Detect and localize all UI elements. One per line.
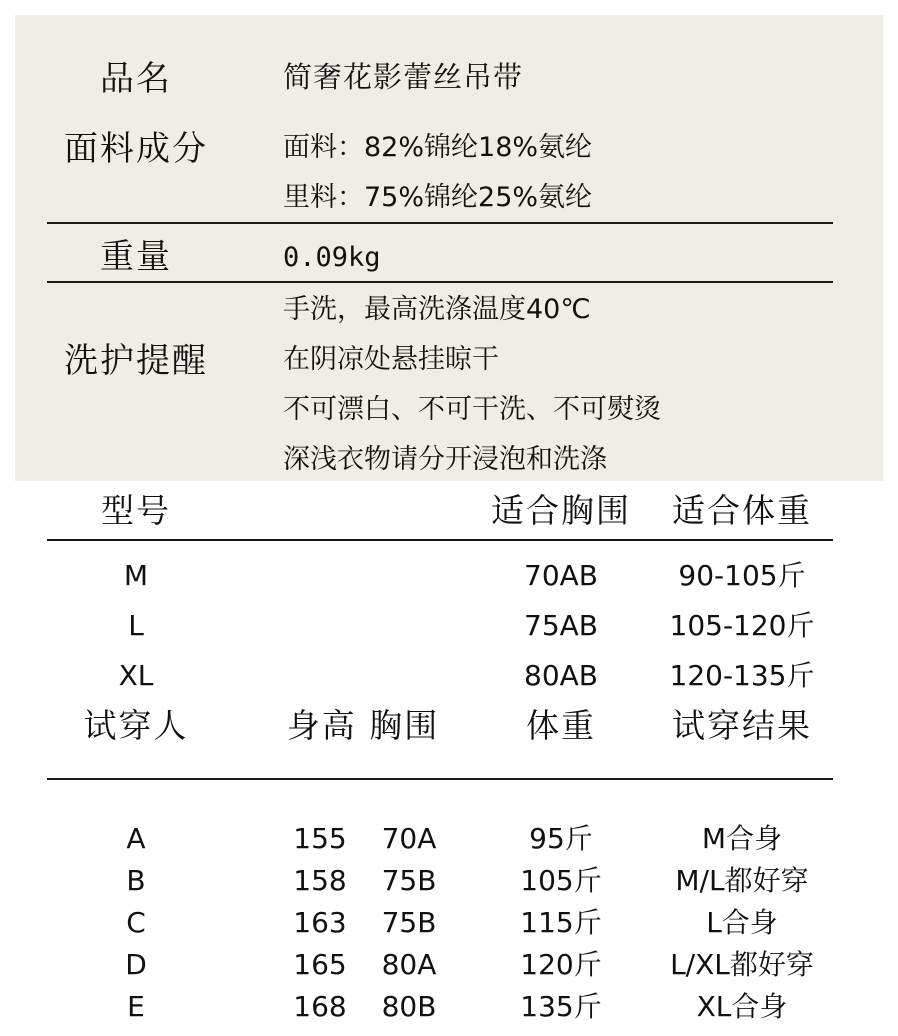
size-row-weight: 90-105斤 [678, 559, 806, 592]
fit-row-person: C [126, 906, 146, 939]
size-row-weight: 105-120斤 [669, 609, 815, 642]
fit-header-result: 试穿结果 [672, 706, 812, 745]
fit-row-bust: 75B [381, 906, 437, 939]
fabric-label: 面料成分 [64, 129, 208, 169]
size-row-bust: 70AB [524, 559, 598, 592]
fit-row-weight: 95斤 [529, 822, 593, 855]
fit-header-weight: 体重 [526, 706, 596, 745]
fit-row-person: D [125, 948, 147, 981]
size-row-weight: 120-135斤 [669, 659, 815, 692]
fit-row-bust: 70A [381, 822, 437, 855]
fit-row-weight: 120斤 [520, 948, 602, 981]
fit-row-height: 158 [293, 864, 347, 897]
care-line: 在阴凉处悬挂晾干 [283, 344, 499, 375]
divider [47, 539, 833, 541]
size-row-bust: 80AB [524, 659, 598, 692]
product-name-label: 品名 [100, 59, 172, 99]
size-row-size: L [128, 609, 144, 642]
fit-row-height: 168 [293, 990, 347, 1023]
fit-row-bust: 75B [381, 864, 437, 897]
care-line: 深浅衣物请分开浸泡和洗涤 [283, 444, 607, 475]
fit-row-height: 163 [293, 906, 347, 939]
fit-header-height-bust: 身高 胸围 [286, 706, 440, 745]
size-header-model: 型号 [101, 491, 171, 530]
divider [47, 222, 833, 224]
fit-row-person: B [126, 864, 146, 897]
fit-row-height: 155 [293, 822, 347, 855]
care-line: 不可漂白、不可干洗、不可熨烫 [283, 394, 661, 425]
fit-row-result: L合身 [706, 906, 778, 939]
fit-row-person: E [127, 990, 145, 1023]
size-row-bust: 75AB [524, 609, 598, 642]
fit-row-result: M合身 [701, 822, 783, 855]
product-name-value: 简奢花影蕾丝吊带 [283, 60, 524, 94]
size-header-weight: 适合体重 [672, 491, 812, 530]
fit-row-weight: 105斤 [520, 864, 602, 897]
size-header-bust: 适合胸围 [491, 491, 631, 530]
weight-value: 0.09kg [283, 242, 381, 273]
fit-row-result: XL合身 [696, 990, 788, 1023]
fit-row-height: 165 [293, 948, 347, 981]
size-row-size: M [123, 559, 149, 592]
fit-row-person: A [126, 822, 146, 855]
fabric-line-lining: 里料：75%锦纶25%氨纶 [283, 182, 593, 213]
fit-header-person: 试穿人 [83, 706, 189, 745]
divider [47, 778, 833, 780]
fabric-line-outer: 面料：82%锦纶18%氨纶 [283, 132, 593, 163]
fit-row-weight: 115斤 [520, 906, 602, 939]
fit-row-bust: 80B [381, 990, 437, 1023]
fit-row-result: M/L都好穿 [675, 864, 809, 897]
care-line: 手洗，最高洗涤温度40℃ [283, 294, 591, 325]
fit-row-bust: 80A [381, 948, 437, 981]
weight-label: 重量 [100, 237, 172, 277]
size-row-size: XL [118, 659, 154, 692]
care-label: 洗护提醒 [64, 341, 208, 381]
divider [47, 281, 833, 283]
fit-row-weight: 135斤 [520, 990, 602, 1023]
fit-row-result: L/XL都好穿 [670, 948, 814, 981]
